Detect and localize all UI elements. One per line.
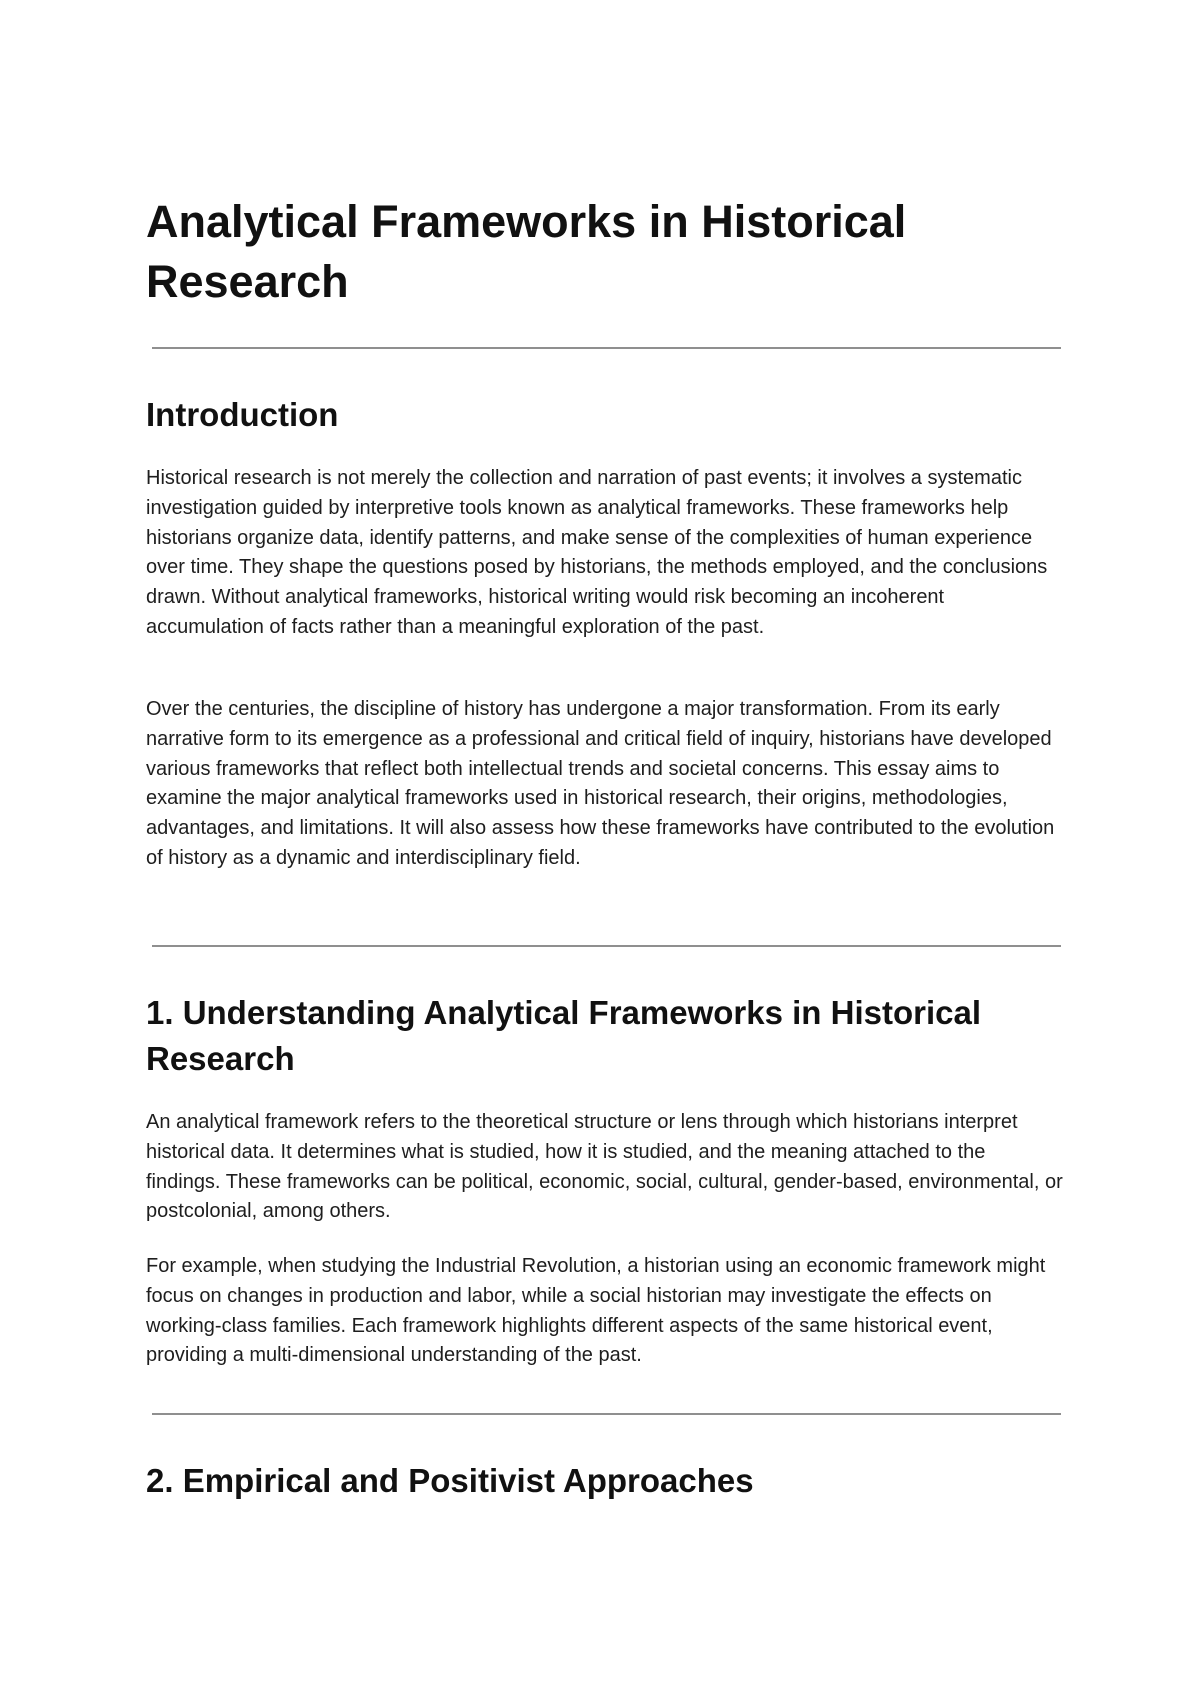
horizontal-rule	[152, 945, 1061, 947]
section-heading-introduction: Introduction	[146, 396, 339, 433]
section-heading-understanding-frameworks: 1. Understanding Analytical Frameworks in Historical Research	[146, 994, 982, 1077]
horizontal-rule	[152, 347, 1061, 349]
section-heading-empirical-positivist: 2. Empirical and Positivist Approaches	[146, 1462, 754, 1499]
paragraph: Over the centuries, the discipline of history has undergone a major transformation. From its early narrative form to its emergence as a professional and critical field of inquiry, historians have developed various frameworks that reflect both intellectual trends and societal concerns. This essay aims to examine the major analytical frameworks used in historical research, their origins, methodologies, advantages, and limitations. It will also assess how these frameworks have contributed to the evolution of history as a dynamic and interdisciplinary field.	[146, 698, 1055, 869]
paragraph: For example, when studying the Industrial Revolution, a historian using an economic framework might focus on changes in production and labor, while a social historian may investigate the effects on working-class families. Each framework highlights different aspects of the same historical event, providing a multi-dimensional understanding of the past.	[146, 1255, 1046, 1367]
horizontal-rule	[152, 1413, 1061, 1415]
paragraph: An analytical framework refers to the theoretical structure or lens through which historians interpret historical data. It determines what is studied, how it is studied, and the meaning attached to the findings. These frameworks can be political, economic, social, cultural, gender-based, environmental, or postcolonial, among others.	[146, 1111, 1063, 1223]
document-title: Analytical Frameworks in Historical Research	[146, 196, 907, 307]
paragraph: Historical research is not merely the collection and narration of past events; it involves a systematic investigation guided by interpretive tools known as analytical frameworks. These frameworks help historians organize data, identify patterns, and make sense of the complexities of human experience over time. They shape the questions posed by historians, the methods employed, and the conclusions drawn. Without analytical frameworks, historical writing would risk becoming an incoherent accumulation of facts rather than a meaningful exploration of the past.	[146, 467, 1048, 638]
